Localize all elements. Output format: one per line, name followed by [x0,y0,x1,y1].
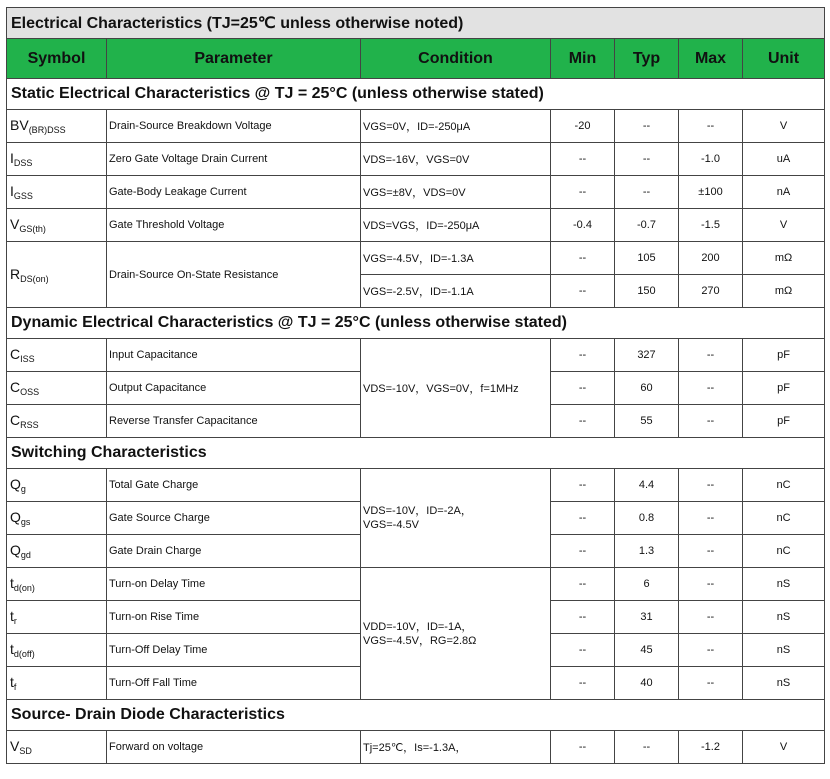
min-cell: -0.4 [551,209,615,242]
min-cell: -20 [551,110,615,143]
max-cell: -- [679,469,743,502]
electrical-characteristics-table [6,7,824,764]
typ-cell: 40 [615,667,679,700]
parameter-cell: Reverse Transfer Capacitance [107,405,361,438]
condition-cell: VDD=-10V，ID=-1A， VGS=-4.5V，RG=2.8Ω [361,568,551,700]
parameter-cell: Gate Threshold Voltage [107,209,361,242]
section-title-switching: Switching Characteristics [7,438,825,469]
condition-cell: VGS=0V，ID=-250μA [361,110,551,143]
table-row [7,568,825,601]
min-cell: -- [551,469,615,502]
symbol-cell: $Q_{gd}$ [7,535,107,568]
section-row [7,438,825,469]
unit-cell: nC [743,535,825,568]
symbol-cell: $t_r$ [7,601,107,634]
unit-cell: V [743,110,825,143]
typ-cell: 0.8 [615,502,679,535]
max-cell: -- [679,372,743,405]
max-cell: -- [679,405,743,438]
unit-cell: pF [743,405,825,438]
min-cell: -- [551,634,615,667]
max-cell: -- [679,601,743,634]
unit-cell: nC [743,502,825,535]
table-row [7,469,825,502]
typ-cell: 6 [615,568,679,601]
header-min: Min [551,39,615,79]
unit-cell: V [743,731,825,764]
parameter-cell: Input Capacitance [107,339,361,372]
symbol-cell: $Q_g$ [7,469,107,502]
typ-cell: 327 [615,339,679,372]
min-cell: -- [551,242,615,275]
min-cell: -- [551,568,615,601]
max-cell: -- [679,634,743,667]
typ-cell: -0.7 [615,209,679,242]
section-title-dynamic: Dynamic Electrical Characteristics @ TJ = 25°C (unless otherwise stated) [7,308,825,339]
min-cell: -- [551,372,615,405]
min-cell: -- [551,275,615,308]
table-title: Electrical Characteristics (TJ=25℃ unless otherwise noted) [7,8,825,39]
symbol-cell: $C_{ISS}$ [7,339,107,372]
typ-cell: -- [615,110,679,143]
min-cell: -- [551,339,615,372]
min-cell: -- [551,535,615,568]
header-row [7,39,825,79]
unit-cell: nS [743,634,825,667]
header-max: Max [679,39,743,79]
condition-cell: Tj=25℃，Is=-1.3A， [361,731,551,764]
symbol-cell: $Q_{gs}$ [7,502,107,535]
parameter-cell: Gate Drain Charge [107,535,361,568]
symbol-cell: $R_{DS(on)}$ [7,242,107,308]
parameter-cell: Turn-on Delay Time [107,568,361,601]
section-row [7,79,825,110]
section-row [7,700,825,731]
typ-cell: 105 [615,242,679,275]
unit-cell: V [743,209,825,242]
section-row [7,308,825,339]
max-cell: ±100 [679,176,743,209]
parameter-cell: Total Gate Charge [107,469,361,502]
max-cell: -- [679,568,743,601]
typ-cell: 45 [615,634,679,667]
max-cell: -- [679,667,743,700]
symbol-cell: $t_f$ [7,667,107,700]
max-cell: -- [679,535,743,568]
condition-cell: VDS=-10V，VGS=0V，f=1MHz [361,339,551,438]
unit-cell: pF [743,339,825,372]
typ-cell: -- [615,143,679,176]
symbol-cell: $V_{SD}$ [7,731,107,764]
symbol-cell: $BV_{(BR)DSS}$ [7,110,107,143]
parameter-cell: Drain-Source On-State Resistance [107,242,361,308]
min-cell: -- [551,176,615,209]
unit-cell: mΩ [743,242,825,275]
table-row [7,143,825,176]
symbol-cell: $t_{d(off)}$ [7,634,107,667]
unit-cell: nS [743,601,825,634]
max-cell: -- [679,502,743,535]
typ-cell: 4.4 [615,469,679,502]
typ-cell: -- [615,731,679,764]
header-symbol: Symbol [7,39,107,79]
typ-cell: 31 [615,601,679,634]
parameter-cell: Forward on voltage [107,731,361,764]
unit-cell: pF [743,372,825,405]
min-cell: -- [551,601,615,634]
table-row [7,242,825,275]
max-cell: -1.0 [679,143,743,176]
typ-cell: 60 [615,372,679,405]
table-row [7,339,825,372]
header-parameter: Parameter [107,39,361,79]
condition-cell: VDS=VGS，ID=-250μA [361,209,551,242]
section-title-diode: Source- Drain Diode Characteristics [7,700,825,731]
unit-cell: nS [743,667,825,700]
parameter-cell: Gate Source Charge [107,502,361,535]
condition-cell: VGS=-4.5V，ID=-1.3A [361,242,551,275]
unit-cell: nS [743,568,825,601]
table-row [7,176,825,209]
parameter-cell: Output Capacitance [107,372,361,405]
symbol-cell: $I_{DSS}$ [7,143,107,176]
table-row [7,731,825,764]
table-title-row [7,8,825,39]
typ-cell: 150 [615,275,679,308]
unit-cell: mΩ [743,275,825,308]
min-cell: -- [551,405,615,438]
header-condition: Condition [361,39,551,79]
symbol-cell: $I_{GSS}$ [7,176,107,209]
parameter-cell: Drain-Source Breakdown Voltage [107,110,361,143]
max-cell: 270 [679,275,743,308]
min-cell: -- [551,143,615,176]
unit-cell: nA [743,176,825,209]
condition-cell: VGS=-2.5V，ID=-1.1A [361,275,551,308]
min-cell: -- [551,731,615,764]
max-cell: -1.5 [679,209,743,242]
condition-cell: VGS=±8V，VDS=0V [361,176,551,209]
condition-cell: VDS=-10V，ID=-2A， VGS=-4.5V [361,469,551,568]
typ-cell: 1.3 [615,535,679,568]
table-row [7,209,825,242]
parameter-cell: Turn-Off Fall Time [107,667,361,700]
parameter-cell: Zero Gate Voltage Drain Current [107,143,361,176]
condition-cell: VDS=-16V，VGS=0V [361,143,551,176]
parameter-cell: Turn-on Rise Time [107,601,361,634]
max-cell: -- [679,110,743,143]
symbol-cell: $V_{GS(th)}$ [7,209,107,242]
max-cell: -1.2 [679,731,743,764]
header-unit: Unit [743,39,825,79]
unit-cell: uA [743,143,825,176]
typ-cell: -- [615,176,679,209]
unit-cell: nC [743,469,825,502]
max-cell: 200 [679,242,743,275]
symbol-cell: $C_{OSS}$ [7,372,107,405]
table-row [7,110,825,143]
typ-cell: 55 [615,405,679,438]
min-cell: -- [551,667,615,700]
min-cell: -- [551,502,615,535]
parameter-cell: Turn-Off Delay Time [107,634,361,667]
max-cell: -- [679,339,743,372]
symbol-cell: $C_{RSS}$ [7,405,107,438]
header-typ: Typ [615,39,679,79]
parameter-cell: Gate-Body Leakage Current [107,176,361,209]
symbol-cell: $t_{d(on)}$ [7,568,107,601]
section-title-static: Static Electrical Characteristics @ TJ = 25°C (unless otherwise stated) [7,79,825,110]
